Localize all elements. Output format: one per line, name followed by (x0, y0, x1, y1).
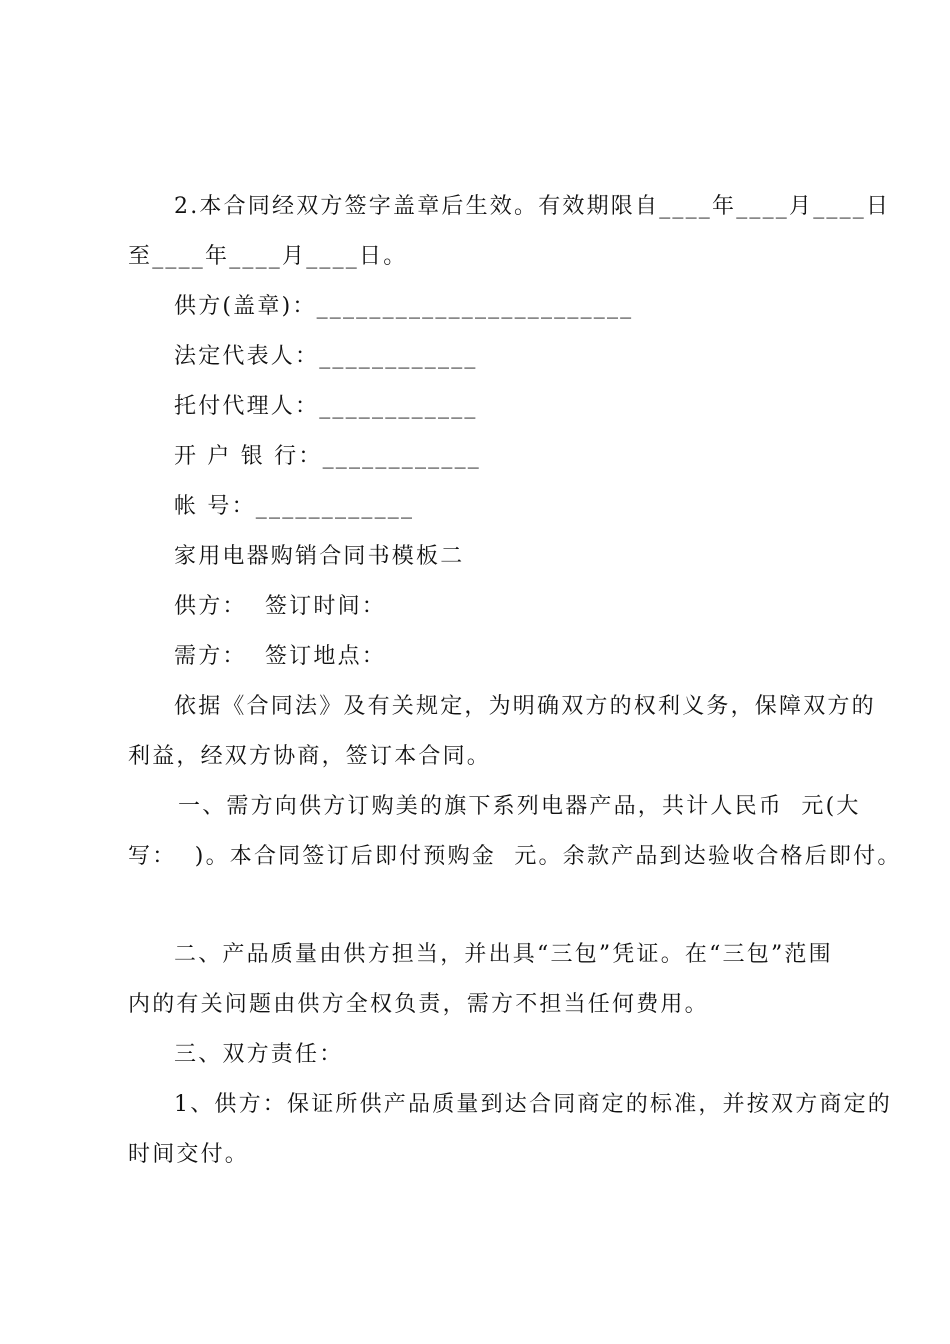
clause-two-line-2: 内的有关问题由供方全权负责，需方不担当任何费用。 (128, 992, 709, 1017)
supplier-duty-line-2: 时间交付。 (128, 1142, 250, 1167)
clause-one-line-1: 一、需方向供方订购美的旗下系列电器产品，共计人民币 元(大 (178, 794, 861, 819)
legal-representative-field: 法定代表人：____________ (174, 344, 478, 369)
clause-three-heading: 三、双方责任： (174, 1042, 344, 1067)
preamble-line-2: 利益，经双方协商，签订本合同。 (128, 744, 492, 769)
entrusted-agent-field: 托付代理人：____________ (174, 394, 478, 419)
supplier-signing-time-line: 供方： 签订时间： (174, 594, 386, 619)
bank-field: 开 户 银 行：____________ (174, 444, 481, 469)
buyer-signing-place-line: 需方： 签订地点： (174, 644, 386, 669)
clause-one-line-2: 写： )。本合同签订后即付预购金 元。余款产品到达验收合格后即付。 (128, 844, 902, 869)
account-number-field: 帐 号：____________ (174, 494, 415, 519)
supplier-duty-line-1: 1、供方：保证所供产品质量到达合同商定的标准，并按双方商定的 (174, 1092, 892, 1117)
clause-two-line-1: 二、产品质量由供方担当，并出具“三包”凭证。在“三包”范围 (174, 942, 833, 967)
supplier-seal-field: 供方(盖章)：________________________ (174, 294, 634, 319)
validity-clause-line-2: 至____年____月____日。 (128, 244, 408, 269)
validity-clause-line-1: 2.本合同经双方签字盖章后生效。有效期限自____年____月____日 (174, 194, 891, 219)
section-title: 家用电器购销合同书模板二 (174, 544, 465, 569)
preamble-line-1: 依据《合同法》及有关规定，为明确双方的权利义务，保障双方的 (174, 694, 876, 719)
